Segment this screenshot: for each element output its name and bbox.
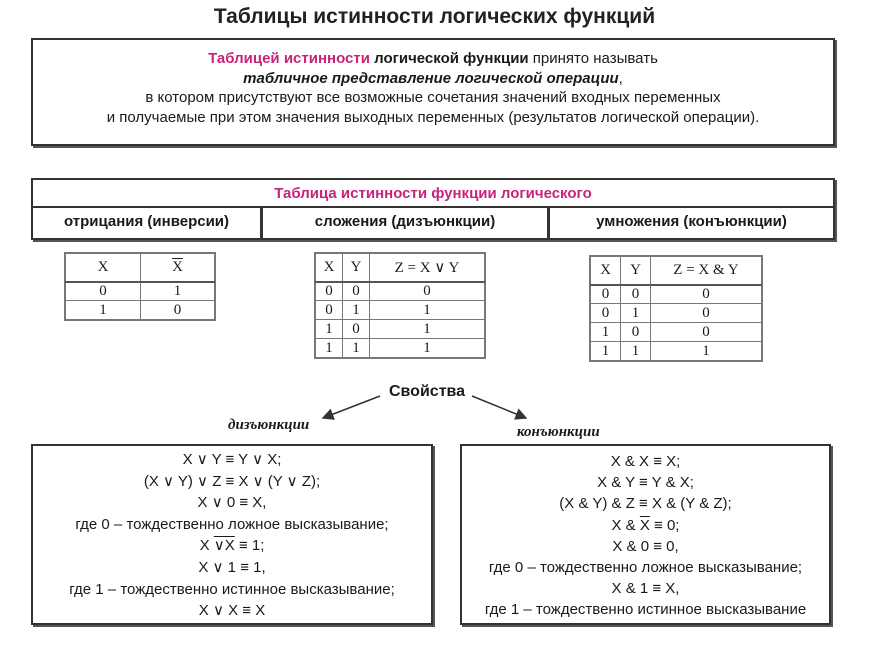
table-cell: 0 bbox=[316, 282, 343, 301]
negated-term: $\overline{X}$ bbox=[639, 516, 650, 534]
table-cell: 0 bbox=[621, 323, 651, 342]
definition-line-1-rest: принято называть bbox=[528, 50, 658, 67]
conjunction-subtitle: конъюнкции bbox=[517, 424, 600, 440]
conjunction-properties-box bbox=[460, 444, 831, 625]
table-cell: 1 bbox=[316, 320, 343, 339]
table-cell: 0 bbox=[651, 323, 762, 342]
disjunction-properties-box bbox=[31, 444, 433, 625]
property-line: где 0 – тождественно ложное высказывание; bbox=[75, 515, 389, 533]
conjunction-header-z: Z = X & Y bbox=[651, 257, 762, 285]
table-cell: 0 bbox=[651, 304, 762, 323]
property-line: X ∨ 1 ≡ 1, bbox=[198, 558, 266, 576]
property-line: где 1 – тождественно истинное высказывание; bbox=[69, 580, 395, 598]
table-cell: 0 bbox=[141, 301, 215, 320]
property-line: X & 0 ≡ 0, bbox=[612, 537, 679, 555]
formula-part: X bbox=[199, 537, 214, 555]
table-cell: 1 bbox=[591, 323, 621, 342]
arrow-left bbox=[323, 396, 380, 418]
table-cell: 1 bbox=[370, 320, 485, 339]
table-cell: 1 bbox=[591, 342, 621, 361]
property-line: где 0 – тождественно ложное высказывание; bbox=[488, 559, 803, 577]
table-cell: 1 bbox=[370, 339, 485, 358]
property-line: X & Y ≡ Y & X; bbox=[597, 474, 694, 492]
table-cell: 1 bbox=[621, 304, 651, 323]
table-cell: 0 bbox=[621, 285, 651, 304]
arrow-right bbox=[472, 396, 526, 418]
table-cell: 1 bbox=[316, 339, 343, 358]
disjunction-header-y: Y bbox=[343, 254, 370, 282]
definition-comma: , bbox=[618, 69, 623, 87]
disjunction-subtitle: дизъюнкции bbox=[228, 417, 310, 433]
conjunction-header-y: Y bbox=[621, 257, 651, 285]
property-line: X & 1 ≡ X, bbox=[611, 580, 680, 598]
table-cell: 0 bbox=[316, 301, 343, 320]
column-negation: отрицания (инверсии) bbox=[33, 208, 263, 238]
property-line: (X ∨ Y) ∨ Z ≡ X ∨ (Y ∨ Z); bbox=[143, 472, 321, 490]
table-cell: 0 bbox=[591, 304, 621, 323]
table-cell: 0 bbox=[370, 282, 485, 301]
table-cell: 1 bbox=[66, 301, 141, 320]
formula-part: ≡ 0; bbox=[649, 516, 680, 534]
formula-part: X & bbox=[611, 516, 640, 534]
property-line: X ∨ Y ≡ Y ∨ X; bbox=[182, 451, 282, 468]
properties-label: Свойства bbox=[389, 383, 466, 400]
definition-term: Таблицей истинности bbox=[208, 50, 370, 67]
property-line: X ∨ X ≡ X bbox=[198, 602, 266, 620]
table-cell: 0 bbox=[66, 282, 141, 301]
table-cell: 1 bbox=[343, 339, 370, 358]
definition-line-4: и получаемые при этом значения выходных переменных (результатов логической операции). bbox=[106, 108, 760, 126]
definition-emphasis: табличное представление логической операции bbox=[243, 69, 619, 87]
table-cell: 0 bbox=[651, 285, 762, 304]
column-disjunction: сложения (дизъюнкции) bbox=[263, 208, 550, 238]
table-cell: 1 bbox=[343, 301, 370, 320]
table-cell: 1 bbox=[651, 342, 762, 361]
property-line: где 1 – тождественно истинное высказывание bbox=[484, 601, 807, 619]
table-cell: 1 bbox=[141, 282, 215, 301]
table-cell: 0 bbox=[343, 282, 370, 301]
formula-part: ≡ 1; bbox=[234, 537, 265, 555]
negated-term: ∨X bbox=[213, 537, 235, 555]
property-line: (X & Y) & Z ≡ X & (Y & Z); bbox=[559, 495, 732, 513]
property-line: X & X ≡ X; bbox=[610, 453, 681, 470]
table-cell: 0 bbox=[343, 320, 370, 339]
not-x-label: $\overline{X}$ bbox=[172, 258, 183, 275]
definition-line-3: в котором присутствуют все возможные сочетания значений входных переменных bbox=[145, 89, 721, 106]
definition-term-suffix: логической функции bbox=[369, 50, 529, 67]
truth-table-title: Таблица истинности функции логического bbox=[33, 180, 833, 208]
table-cell: 1 bbox=[370, 301, 485, 320]
table-cell: 1 bbox=[621, 342, 651, 361]
column-conjunction: умножения (конъюнкции) bbox=[596, 213, 787, 230]
property-line bbox=[33, 535, 431, 557]
property-line bbox=[462, 515, 829, 536]
property-line: X ∨ 0 ≡ X, bbox=[197, 494, 267, 512]
table-cell: 0 bbox=[591, 285, 621, 304]
disjunction-header-x: X bbox=[316, 254, 343, 282]
disjunction-header-z: Z = X ∨ Y bbox=[370, 254, 485, 282]
page-title: Таблицы истинности логических функций bbox=[213, 5, 656, 28]
conjunction-header-x: X bbox=[591, 257, 621, 285]
negation-header-x: X bbox=[66, 254, 141, 282]
